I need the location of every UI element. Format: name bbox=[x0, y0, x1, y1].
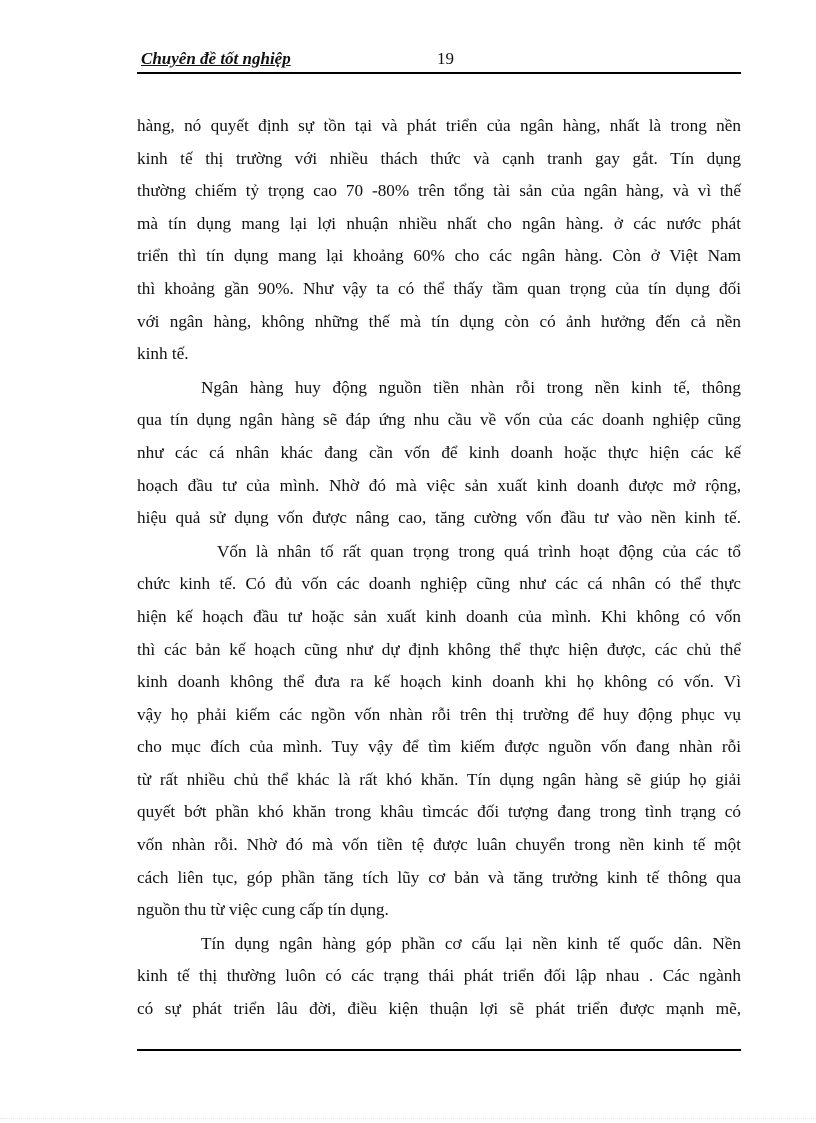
text-line: nguồn thu từ việc cung cấp tín dụng. bbox=[137, 900, 389, 920]
text-line: thì khoảng gần 90%. Như vậy ta có thể thấy tầm quan trọng của tín dụng đối bbox=[137, 278, 741, 298]
text-line: chức kinh tế. Có đủ vốn các doanh nghiệp cũng như các cá nhân có thể thực bbox=[137, 574, 741, 594]
page-header bbox=[137, 48, 741, 74]
page-number: 19 bbox=[437, 49, 454, 68]
text-line: từ rất nhiều chủ thể khác là rất khó khăn. Tín dụng ngân hàng sẽ giúp họ giải bbox=[137, 769, 741, 789]
text-line: vốn nhàn rỗi. Nhờ đó mà vốn tiền tệ được luân chuyển trong nền kinh tế một bbox=[137, 835, 741, 855]
text-line: kinh tế thị trường với nhiều thách thức và cạnh tranh gay gắt. Tín dụng bbox=[137, 148, 741, 168]
document-title: Chuyên đề tốt nghiệp bbox=[141, 49, 291, 68]
text-line: với ngân hàng, không những thế mà tín dụng còn có ảnh hưởng đến cả nền bbox=[137, 311, 741, 331]
text-line: mà tín dụng mang lại lợi nhuận nhiều nhất cho ngân hàng. ở các nước phát bbox=[137, 213, 741, 233]
paragraph-first-line: Tín dụng ngân hàng góp phần cơ cấu lại nền kinh tế quốc dân. Nền bbox=[201, 933, 741, 953]
text-line: kinh tế thị thường luôn có các trạng thái phát triển đối lập nhau . Các ngành bbox=[137, 966, 741, 986]
text-line: hiệu quả sử dụng vốn được nâng cao, tăng cường vốn đầu tư vào nền kinh tế. bbox=[137, 508, 741, 528]
paragraph-first-line: Ngân hàng huy động nguồn tiền nhàn rỗi trong nền kinh tế, thông bbox=[201, 377, 741, 397]
paragraph-first-line: Vốn là nhân tố rất quan trọng trong quá trình hoạt động của các tổ bbox=[217, 541, 741, 561]
text-line: vậy họ phải kiếm các ngồn vốn nhàn rỗi trên thị trường để huy động phục vụ bbox=[137, 704, 741, 724]
text-line: hoạch đầu tư của mình. Nhờ đó mà việc sản xuất kinh doanh được mở rộng, bbox=[137, 475, 741, 495]
text-line: cách liên tục, góp phần tăng tích lũy cơ bản và tăng trưởng kinh tế thông qua bbox=[137, 867, 741, 887]
text-line: quyết bớt phần khó khăn trong khâu tìmcác đối tượng đang trong tình trạng có bbox=[137, 802, 741, 822]
text-line: cho mục đích của mình. Tuy vậy để tìm kiếm được nguồn vốn đang nhàn rỗi bbox=[137, 737, 741, 757]
text-line: triển thì tín dụng mang lại khoảng 60% cho các ngân hàng. Còn ở Việt Nam bbox=[137, 246, 741, 266]
text-line: thường chiếm tỷ trọng cao 70 -80% trên tổng tài sản của ngân hàng, và vì thế bbox=[137, 181, 741, 201]
text-line: như các cá nhân khác đang cần vốn để kinh doanh hoặc thực hiện các kế bbox=[137, 442, 741, 462]
text-line: hiện kế hoạch đầu tư hoặc sản xuất kinh doanh của mình. Khi không có vốn bbox=[137, 606, 741, 626]
text-line: có sự phát triển lâu đời, điều kiện thuận lợi sẽ phát triển được mạnh mẽ, bbox=[137, 999, 741, 1019]
text-line: kinh tế. bbox=[137, 344, 189, 364]
page-edge-divider bbox=[0, 1118, 816, 1119]
text-line: qua tín dụng ngân hàng sẽ đáp ứng nhu cầu về vốn của các doanh nghiệp cũng bbox=[137, 410, 741, 430]
text-line: thì các bản kế hoạch cũng như dự định không thể thực hiện được, các chủ thể bbox=[137, 639, 741, 659]
body-text bbox=[137, 110, 741, 1026]
text-line: hàng, nó quyết định sự tồn tại và phát triển của ngân hàng, nhất là trong nền bbox=[137, 116, 741, 135]
text-line: kinh doanh không thể đưa ra kế hoạch kinh doanh khi họ không có vốn. Vì bbox=[137, 672, 741, 692]
footer-rule bbox=[137, 1049, 741, 1051]
